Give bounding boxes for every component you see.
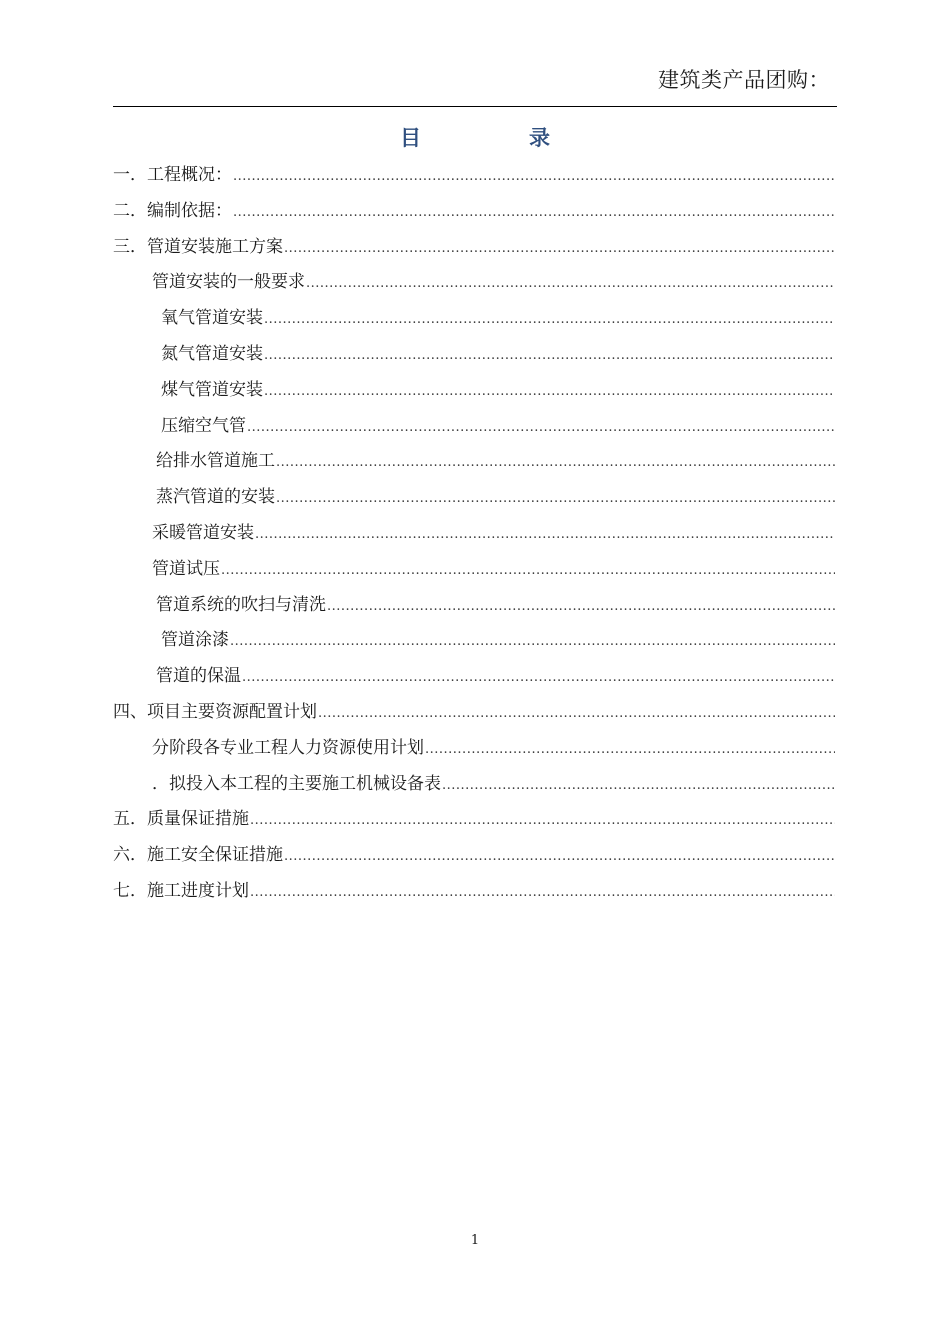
toc-dot-leader <box>276 445 835 481</box>
toc-dot-leader <box>425 732 835 768</box>
toc-entry-label: 管道试压 <box>152 558 220 579</box>
toc-dot-leader <box>221 553 835 589</box>
toc-dot-leader <box>264 302 835 338</box>
toc-dot-leader <box>318 696 835 732</box>
header-text: 建筑类产品团购： <box>658 68 830 92</box>
toc-entry[interactable] <box>113 516 835 552</box>
toc-dot-leader <box>230 624 835 660</box>
toc-dot-leader <box>327 589 835 625</box>
toc-entry-label: 氮气管道安装 <box>161 343 263 364</box>
toc-dot-leader <box>247 410 835 446</box>
toc-entry[interactable] <box>113 337 835 373</box>
toc-entry[interactable] <box>113 444 835 480</box>
toc-entry[interactable] <box>113 194 835 230</box>
toc-entry-label: 管道安装的一般要求 <box>152 272 305 293</box>
header-rule <box>113 106 837 107</box>
toc-entry[interactable] <box>113 301 835 337</box>
toc-entry-label: 管道的保温 <box>156 666 241 687</box>
toc-entry[interactable] <box>113 623 835 659</box>
toc-entry-label: 七．施工进度计划 <box>113 880 249 901</box>
toc-dot-leader <box>442 768 835 804</box>
toc-entry[interactable] <box>113 874 835 910</box>
toc-entry-label: 采暖管道安装 <box>152 522 254 543</box>
toc-entry[interactable] <box>113 158 835 194</box>
toc-entry[interactable] <box>113 838 835 874</box>
toc-entry[interactable] <box>113 695 835 731</box>
toc-entry[interactable] <box>113 409 835 445</box>
table-of-contents <box>113 158 835 910</box>
toc-dot-leader <box>306 266 835 302</box>
toc-entry[interactable] <box>113 552 835 588</box>
toc-dot-leader <box>284 839 835 875</box>
toc-entry-label: 煤气管道安装 <box>161 379 263 400</box>
toc-title-left: 目 <box>400 125 421 150</box>
toc-entry[interactable] <box>113 373 835 409</box>
toc-entry-label: 六．施工安全保证措施 <box>113 845 283 866</box>
toc-entry-label: 管道涂漆 <box>161 630 229 651</box>
toc-dot-leader <box>242 660 835 696</box>
toc-dot-leader <box>255 517 835 553</box>
toc-entry-label: 四、项目主要资源配置计划 <box>113 701 317 722</box>
page-number: 1 <box>470 1233 480 1248</box>
toc-entry[interactable] <box>113 659 835 695</box>
toc-entry-label: 压缩空气管 <box>161 415 246 436</box>
toc-entry-label: 蒸汽管道的安装 <box>156 487 275 508</box>
toc-entry-label: 五．质量保证措施 <box>113 809 249 830</box>
toc-entry-label: 分阶段各专业工程人力资源使用计划 <box>152 737 424 758</box>
toc-entry[interactable] <box>113 230 835 266</box>
toc-dot-leader <box>264 374 835 410</box>
toc-dot-leader <box>233 159 835 195</box>
toc-title <box>0 122 950 152</box>
toc-entry-label: 管道系统的吹扫与清洗 <box>156 594 326 615</box>
toc-dot-leader <box>284 231 835 267</box>
toc-entry-label: 一．工程概况： <box>113 165 232 185</box>
toc-entry[interactable] <box>113 731 835 767</box>
toc-entry-label: 二．编制依据： <box>113 200 232 221</box>
toc-dot-leader <box>250 803 835 839</box>
toc-entry-label: 给排水管道施工 <box>156 451 275 472</box>
toc-title-right: 录 <box>529 125 550 150</box>
toc-dot-leader <box>276 481 835 517</box>
toc-entry[interactable] <box>113 265 835 301</box>
toc-entry[interactable] <box>113 480 835 516</box>
toc-dot-leader <box>250 875 835 911</box>
toc-entry[interactable] <box>113 767 835 803</box>
toc-dot-leader <box>233 195 835 231</box>
toc-entry[interactable] <box>113 802 835 838</box>
toc-entry-label: ．拟投入本工程的主要施工机械设备表 <box>152 773 441 794</box>
toc-dot-leader <box>264 338 835 374</box>
toc-entry[interactable] <box>113 588 835 624</box>
toc-entry-label: 氧气管道安装 <box>161 308 263 329</box>
toc-entry-label: 三．管道安装施工方案 <box>113 236 283 257</box>
